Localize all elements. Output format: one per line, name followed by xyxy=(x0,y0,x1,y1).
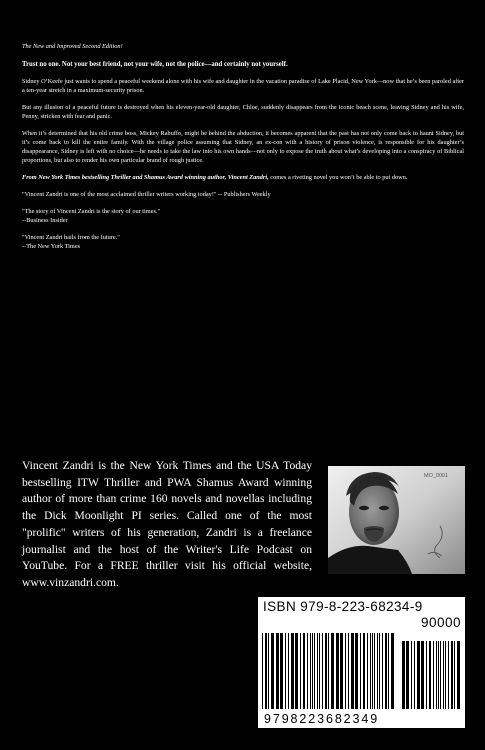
quote-text: "Vincent Zandri hails from the future." xyxy=(22,234,120,241)
barcode-bar xyxy=(370,633,371,709)
barcode-bar xyxy=(391,633,394,709)
barcode-bar xyxy=(322,633,323,709)
blurb-paragraph-2: But any illusion of a peaceful future is destroyed when his eleven-year-old daughter, Chloe, suddenly disappears from the iconic beach scene, leaving Sidney and his wife, Penny, stricken with fear and panic. xyxy=(22,104,464,120)
barcode-bar xyxy=(377,633,378,709)
addon-bar xyxy=(448,641,449,709)
addon-bar xyxy=(454,641,455,709)
blurb-paragraph-1: Sidney O’Keefe just wants to spend a peaceful weekend alone with his wife and daughter in the vacation paradise of Lake Placid, New York—now that he’s been paroled after a ten-year stretch in a maximum-security prison. xyxy=(22,78,464,94)
author-promo-rest: comes a riveting novel you won’t be able to put down. xyxy=(268,174,408,181)
isbn-barcode-block xyxy=(258,597,465,728)
author-promo-bold: From New York Times bestselling Thriller and Shamus Award winning author, Vincent Zandri, xyxy=(22,174,269,181)
barcode-bar xyxy=(285,633,286,709)
barcode-bar xyxy=(314,633,315,709)
barcode-bar xyxy=(385,633,387,709)
barcode-bar xyxy=(268,633,269,709)
addon-bar xyxy=(445,641,446,709)
addon-bar xyxy=(402,641,405,709)
barcode-bar xyxy=(317,633,318,709)
barcode-bar xyxy=(367,633,368,709)
edition-note: The New and Improved Second Edition! xyxy=(22,43,123,50)
price-code: 90000 xyxy=(420,615,461,630)
barcode-bar xyxy=(348,633,349,709)
review-quote-2 xyxy=(22,207,464,225)
review-quote-1 xyxy=(22,190,464,199)
addon-bar xyxy=(411,641,412,709)
barcode-bar xyxy=(288,633,289,709)
author-photo xyxy=(328,466,465,574)
barcode-bar xyxy=(355,633,358,709)
addon-bar xyxy=(457,641,460,709)
author-bio: Vincent Zandri is the New York Times and the USA Today bestselling ITW Thriller and PWA Shamus Award winning author of more than crime 160 novels and novellas including the Dick Moonlight PI series. Called one of the most "prolific" writers of his generation, Zandri is a freelance journalist and the host of the Writer's Life Podcast on YouTube. For a FREE thriller visit his official website, www.vinzandri.com. xyxy=(22,459,312,589)
barcode-bar xyxy=(388,633,389,709)
barcode-bar xyxy=(307,633,308,709)
barcode-bar xyxy=(382,633,383,709)
barcode-bar xyxy=(276,633,279,709)
barcode-bar xyxy=(345,633,346,709)
addon-bar xyxy=(443,641,444,709)
barcode-bar xyxy=(291,633,294,709)
review-quote-3 xyxy=(22,233,464,251)
addon-bar xyxy=(426,641,427,709)
barcode-bar xyxy=(325,633,327,709)
barcode-bar xyxy=(374,633,375,709)
author-portrait-image xyxy=(328,466,465,574)
addon-bar xyxy=(414,641,415,709)
barcode-bar xyxy=(312,633,313,709)
addon-bar xyxy=(429,641,431,709)
addon-bar xyxy=(451,641,453,709)
blurb-section xyxy=(22,42,464,259)
barcode-bar xyxy=(340,633,343,709)
barcode-bar xyxy=(265,633,267,709)
addon-bar xyxy=(406,641,409,709)
quote-text: "Vincent Zandri is one of the most acclaimed thriller writers working today!" -- Publishers Weekly xyxy=(22,191,271,198)
barcode-bar xyxy=(331,633,334,709)
photo-stamp: MO_0001 xyxy=(424,473,449,479)
addon-bar xyxy=(433,641,434,709)
isbn-number: ISBN 979-8-223-68234-9 xyxy=(263,599,423,614)
barcode-bar xyxy=(303,633,305,709)
quote-text: "The story of Vincent Zandri is the story of our times." xyxy=(22,208,161,215)
barcode-bar xyxy=(360,633,361,709)
author-promo xyxy=(22,173,464,182)
barcode-bar xyxy=(336,633,339,709)
addon-bar xyxy=(417,641,420,709)
addon-bar xyxy=(421,641,424,709)
barcode-bar xyxy=(319,633,320,709)
barcode-bar xyxy=(271,633,274,709)
barcode-bar xyxy=(372,633,373,709)
quote-source: --The New York Times xyxy=(22,243,81,250)
barcode-bar xyxy=(310,633,311,709)
barcode-bar xyxy=(351,633,354,709)
barcode-bar xyxy=(328,633,329,709)
barcode-bars xyxy=(262,633,461,709)
addon-bar xyxy=(438,641,439,709)
ean-digits: 9798223682349 xyxy=(264,712,380,726)
barcode-bar xyxy=(300,633,301,709)
barcode-bar xyxy=(280,633,283,709)
barcode-bar xyxy=(379,633,380,709)
barcode-bar xyxy=(363,633,365,709)
barcode-bar xyxy=(262,633,263,709)
addon-bar xyxy=(436,641,437,709)
blurb-paragraph-3: When it’s determined that his old crime boss, Mickey Rabuffo, might be behind the abduction, it becomes apparent that the past has not only come back to haunt Sidney, but it’s come back to kill the entire family. With the village police assuming that Sidney, an ex-con with a history of prison violence, is responsible for his daughter’s disappearance, Sidney is left with no choice—he needs to take the law into his own hands—not only to expose the truth about what’s developing into a conspiracy of Biblical proportions, but also to render his own particular brand of rough justice. xyxy=(22,130,464,164)
tagline: Trust no one. Not your best friend, not your wife, not the police—and certainly not yourself. xyxy=(22,61,288,68)
quote-source: --Business Insider xyxy=(22,217,68,224)
barcode-bar xyxy=(295,633,298,709)
addon-bar xyxy=(440,641,441,709)
